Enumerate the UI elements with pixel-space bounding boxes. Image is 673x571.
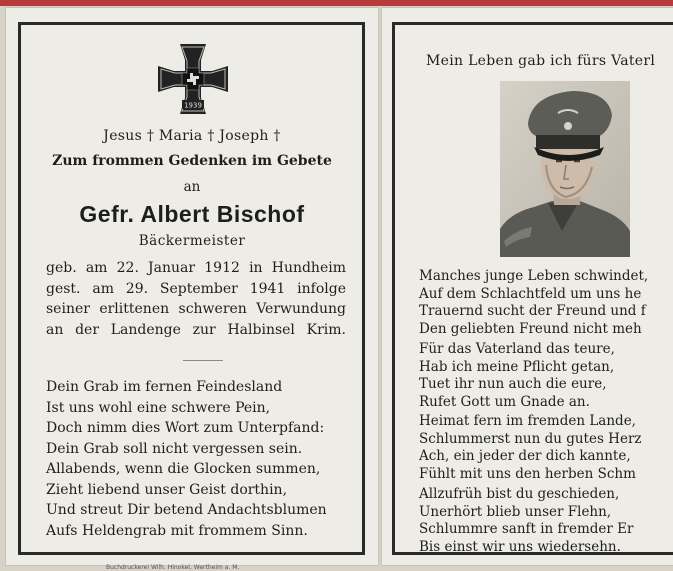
stanza-line: Für das Vaterland das teure, [419, 341, 615, 357]
stanza-line: Bis einst wir uns wiedersehn. [419, 538, 621, 555]
stanza-line: Schlummre sanft in fremder Er [419, 521, 634, 537]
stanza-line: Schlummerst nun du gutes Herz [419, 430, 642, 447]
poem-block [46, 377, 346, 541]
poem-line: Ist uns wohl eine schwere Pein, [46, 399, 271, 416]
top-edge-strip [0, 0, 673, 6]
stanza-line: Heimat fern im fremden Lande, [419, 413, 636, 429]
bio-line: seiner erlittenen schweren Verwundung [46, 301, 346, 317]
stanza-line: Auf dem Schlachtfeld um uns he [419, 285, 642, 302]
stanza-line: Unerhört blieb unser Flehn, [419, 503, 612, 520]
card-header: Mein Leben gab ich fürs Vaterl [426, 53, 656, 69]
occupation: Bäckermeister [138, 233, 246, 249]
bio-block [46, 258, 346, 340]
bio-line: gest. am 29. September 1941 infolge [46, 280, 346, 297]
stanza-2 [419, 341, 615, 411]
stanza-line: Allzufrüh bist du geschieden, [419, 486, 620, 502]
poem-line: Und streut Dir betend Andachtsblumen [46, 502, 327, 518]
poem-line: Dein Grab soll nicht vergessen sein. [46, 440, 303, 457]
stanza-line: Tuet ihr nun auch die eure, [419, 376, 607, 392]
stanza-3 [419, 413, 642, 483]
printer-imprint: Buchdruckerei Wilh. Hinokel, Wertheim a. M. [106, 564, 240, 571]
bio-line: an der Landenge zur Halbinsel Krim. [46, 321, 346, 338]
stanza-4 [419, 486, 633, 556]
stanza-line: Den geliebten Freund nicht meh [419, 320, 642, 337]
stanza-line: Fühlt mit uns den herben Schm [419, 465, 636, 482]
poem-line: Aufs Heldengrab mit frommem Sinn. [46, 522, 308, 539]
poem-line: Zieht liebend unser Geist dorthin, [46, 481, 288, 498]
dedication: Zum frommen Gedenken im Gebete [52, 153, 332, 169]
poem-line: Dein Grab im fernen Feindesland [46, 379, 283, 395]
poem-line: Doch nimm dies Wort zum Unterpfand: [46, 420, 325, 436]
bio-line: geb. am 22. Januar 1912 in Hundheim [46, 260, 346, 276]
stanza-line: Trauernd sucht der Freund und f [419, 303, 646, 319]
memorial-card-left [6, 8, 378, 571]
stanza-line: Hab ich meine Pflicht getan, [419, 358, 615, 375]
divider [183, 360, 223, 361]
soldier-portrait [500, 81, 630, 257]
stanza-line: Ach, ein jeder der dich kannte, [419, 448, 631, 464]
stanza-1 [419, 268, 648, 338]
memorial-card-right [382, 8, 673, 565]
cross-year: 1939 [184, 101, 202, 110]
invocation: Jesus † Maria † Joseph † [103, 128, 281, 144]
iron-cross-icon [154, 40, 232, 118]
stanza-line: Manches junge Leben schwindet, [419, 268, 649, 284]
poem-line: Allabends, wenn die Glocken summen, [46, 461, 321, 477]
connector-text: an [183, 179, 201, 195]
deceased-name: Gefr. Albert Bischof [79, 201, 305, 227]
stanza-line: Rufet Gott um Gnade an. [419, 393, 590, 410]
